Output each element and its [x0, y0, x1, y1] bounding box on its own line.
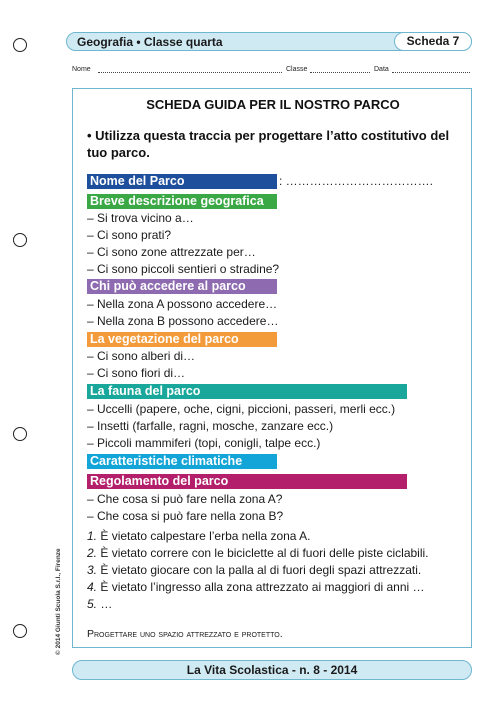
section-climate: Caratteristiche climatiche: [87, 454, 277, 469]
rule-number: 2.: [87, 546, 98, 560]
rule-number: 5.: [87, 597, 98, 611]
section-geographic-description: Breve descrizione geografica: [87, 194, 277, 209]
binder-hole-4: [13, 624, 27, 638]
binder-hole-3: [13, 427, 27, 441]
worksheet-box: [72, 88, 472, 648]
binder-hole-1: [13, 38, 27, 52]
list-item: – Ci sono alberi di…: [87, 349, 196, 363]
instructions: • Utilizza questa traccia per progettare l’atto costitutivo del tuo parco.: [87, 128, 450, 160]
section-fauna: La fauna del parco: [87, 384, 407, 399]
date-label: Data: [374, 66, 389, 73]
rule-number: 1.: [87, 529, 98, 543]
rule-item: [87, 563, 421, 578]
copyright-notice: © 2014 Giunti Scuola S.r.l., Firenze: [55, 548, 62, 655]
list-item: – Piccoli mammiferi (topi, conigli, talpe ecc.): [87, 436, 321, 450]
footer-bar: La Vita Scolastica - n. 8 - 2014: [72, 660, 472, 680]
rule-item: [87, 580, 425, 595]
rule-item: [87, 529, 311, 544]
list-item: – Che cosa si può fare nella zona A?: [87, 492, 283, 506]
list-item: – Insetti (farfalle, ragni, mosche, zanzare ecc.): [87, 419, 334, 433]
list-item: – Ci sono piccoli sentieri o stradine?: [87, 262, 280, 276]
list-item: – Nella zona B possono accedere…: [87, 314, 279, 328]
final-instruction: Progettare uno spazio attrezzato e protetto.: [87, 628, 283, 640]
section-park-name: Nome del Parco: [87, 174, 277, 189]
rule-item: [87, 597, 112, 612]
list-item: – Ci sono zone attrezzate per…: [87, 245, 256, 259]
rule-text: …: [100, 597, 113, 611]
list-item: – Uccelli (papere, oche, cigni, piccioni, passeri, merli ecc.): [87, 402, 396, 416]
rule-text: È vietato correre con le biciclette al di fuori delle piste ciclabili.: [100, 546, 429, 560]
section-rules: Regolamento del parco: [87, 474, 407, 489]
list-item: – Nella zona A possono accedere…: [87, 297, 278, 311]
name-label: Nome: [72, 66, 91, 73]
subject-label: Geografia • Classe quarta: [77, 35, 223, 49]
list-item: – Ci sono prati?: [87, 228, 172, 242]
date-field[interactable]: [392, 72, 470, 73]
class-field[interactable]: [310, 72, 370, 73]
header-bar: [66, 32, 472, 51]
rule-text: È vietato calpestare l’erba nella zona A.: [100, 529, 311, 543]
list-item: – Che cosa si può fare nella zona B?: [87, 509, 284, 523]
sheet-number-badge: Scheda 7: [394, 32, 472, 51]
rule-item: [87, 546, 429, 561]
rule-text: È vietato giocare con la palla al di fuori degli spazi attrezzati.: [100, 563, 422, 577]
worksheet-title: SCHEDA GUIDA PER IL NOSTRO PARCO: [146, 97, 400, 112]
section-access: Chi può accedere al parco: [87, 279, 277, 294]
binder-hole-2: [13, 233, 27, 247]
rule-number: 4.: [87, 580, 98, 594]
rule-text: È vietato l’ingresso alla zona attrezzato ai maggiori di anni …: [100, 580, 425, 594]
list-item: – Si trova vicino a…: [87, 211, 194, 225]
list-item: – Ci sono fiori di…: [87, 366, 186, 380]
rule-number: 3.: [87, 563, 98, 577]
class-label: Classe: [286, 66, 308, 73]
park-name-blank[interactable]: : ……………………………….: [279, 174, 434, 188]
section-vegetation: La vegetazione del parco: [87, 332, 277, 347]
name-field[interactable]: [98, 72, 282, 73]
